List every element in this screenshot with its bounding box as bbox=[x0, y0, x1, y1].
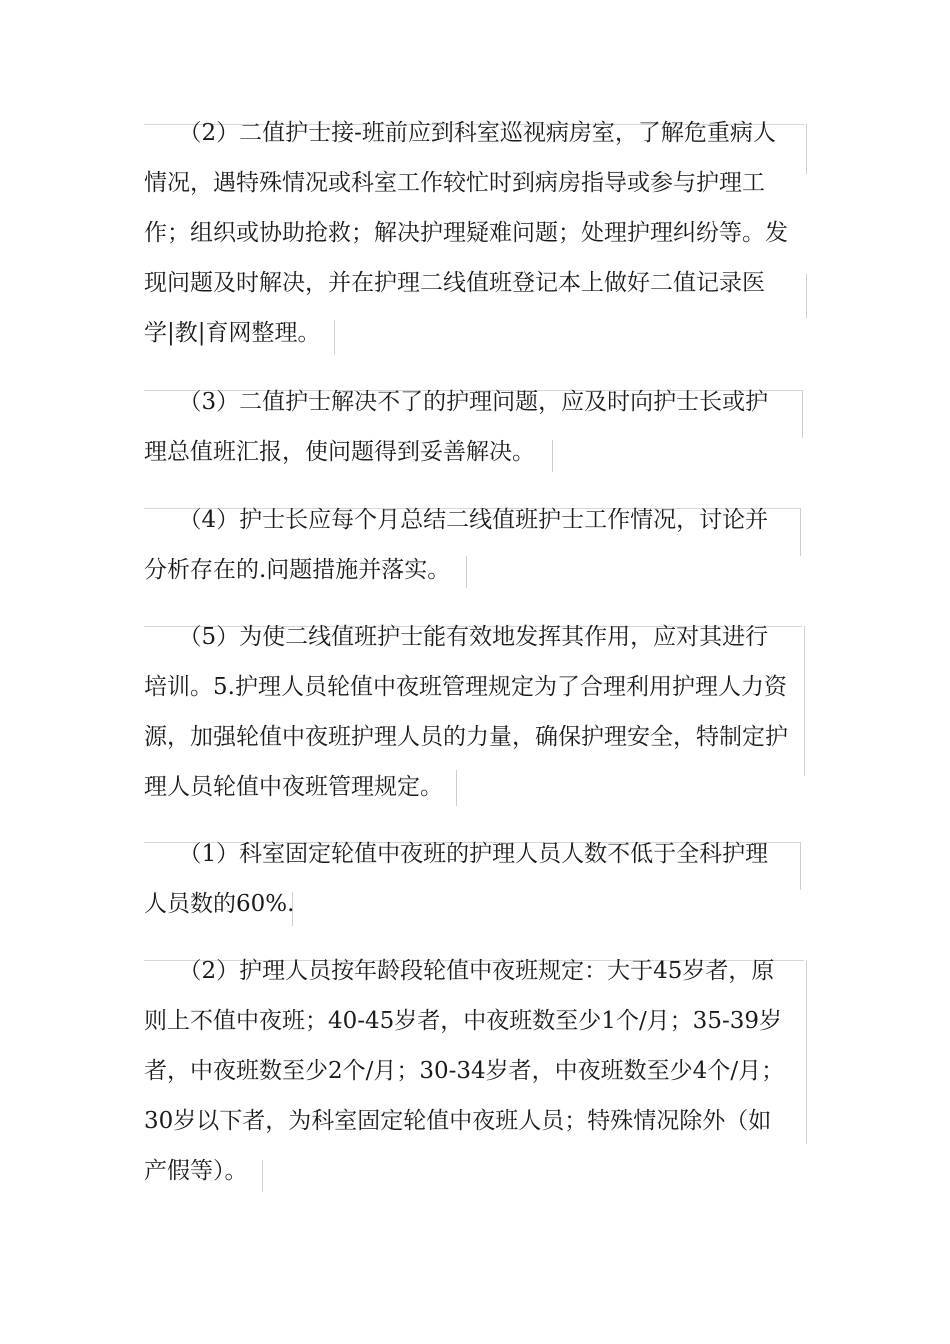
paragraph-right-rule bbox=[806, 960, 807, 1144]
paragraph-right-rule bbox=[800, 508, 801, 556]
paragraph-line: （3）二值护士解决不了的护理问题，应及时向护士长或护 bbox=[144, 389, 769, 415]
paragraph-3 bbox=[144, 495, 768, 595]
paragraph-line: 理人员轮值中夜班管理规定。 bbox=[144, 774, 443, 800]
paragraph-line: 产假等）。 bbox=[144, 1158, 248, 1184]
paragraph-right-rule bbox=[804, 626, 805, 776]
paragraph-right-rule bbox=[802, 390, 803, 438]
paragraph-line: 情况，遇特殊情况或科室工作较忙时到病房指导或参与护理工 bbox=[144, 170, 765, 196]
paragraph-line: 分析存在的.问题措施并落实。 bbox=[144, 557, 451, 583]
paragraph-line: 现问题及时解决，并在护理二线值班登记本上做好二值记录医 bbox=[144, 270, 765, 296]
paragraph-line: 作；组织或协助抢救；解决护理疑难问题；处理护理纠纷等。发 bbox=[144, 220, 788, 246]
paragraph-right-rule bbox=[800, 842, 801, 890]
paragraph-1 bbox=[144, 108, 788, 358]
paragraph-6 bbox=[144, 946, 784, 1196]
paragraph-line: （2）二值护士接-班前应到科室巡视病房室，了解危重病人 bbox=[144, 120, 776, 146]
paragraph-line: 则上不值中夜班；40-45岁者，中夜班数至少1个/月；35-39岁 bbox=[144, 1008, 782, 1034]
paragraph-line: （4）护士长应每个月总结二线值班护士工作情况，讨论并 bbox=[144, 507, 769, 533]
paragraph-right-rule bbox=[806, 124, 807, 174]
paragraph-line: （5）为使二线值班护士能有效地发挥其作用，应对其进行 bbox=[144, 624, 769, 650]
paragraph-line: （1）科室固定轮值中夜班的护理人员人数不低于全科护理 bbox=[144, 841, 769, 867]
paragraph-4 bbox=[144, 612, 788, 812]
paragraph-5 bbox=[144, 829, 768, 929]
paragraph-line: （2）护理人员按年龄段轮值中夜班规定：大于45岁者，原 bbox=[144, 958, 775, 984]
paragraph-line: 学|教|育网整理。 bbox=[144, 320, 321, 346]
paragraph-line: 源，加强轮值中夜班护理人员的力量，确保护理安全，特制定护 bbox=[144, 724, 788, 750]
paragraph-line: 者，中夜班数至少2个/月；30-34岁者，中夜班数至少4个/月； bbox=[144, 1058, 785, 1084]
paragraph-line: 人员数的60%. bbox=[144, 891, 295, 917]
paragraph-line: 30岁以下者，为科室固定轮值中夜班人员；特殊情况除外（如 bbox=[144, 1108, 772, 1134]
paragraph-right-rule bbox=[806, 274, 807, 318]
paragraph-line: 培训。5.护理人员轮值中夜班管理规定为了合理利用护理人力资 bbox=[144, 674, 787, 700]
paragraph-line: 理总值班汇报，使问题得到妥善解决。 bbox=[144, 439, 535, 465]
paragraph-2 bbox=[144, 377, 768, 477]
